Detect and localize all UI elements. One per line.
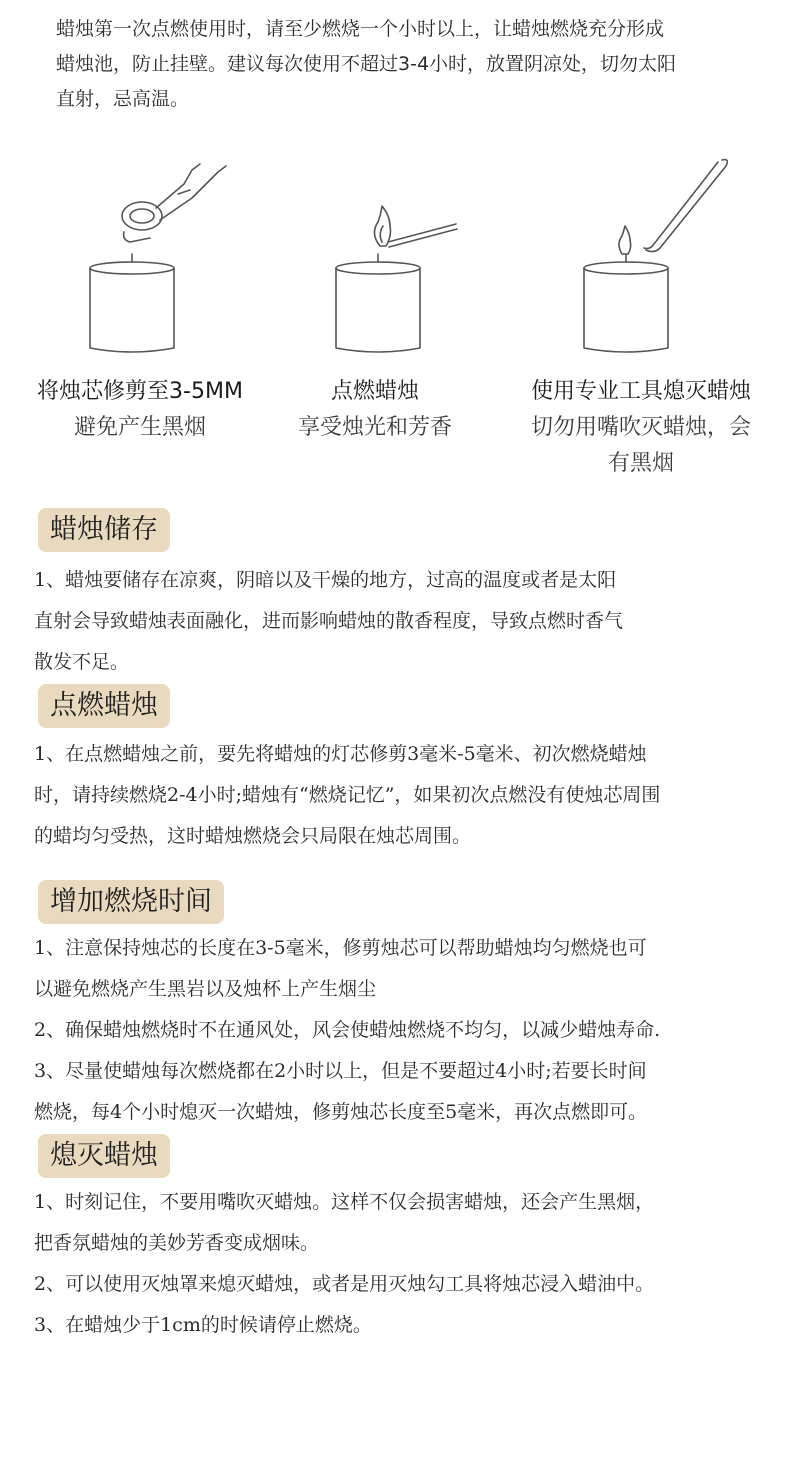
section-heading-extinguish: 熄灭蜡烛 [38,1134,170,1178]
body-line: 散发不足。 [34,651,130,673]
body-line: 3、尽量使蜡烛每次燃烧都在2小时以上，但是不要超过4小时;若要长时间 [34,1060,647,1082]
wick-trimmer-icon [80,150,240,360]
section-heading-storage: 蜡烛储存 [38,508,170,552]
section-heading-lighting: 点燃蜡烛 [38,684,170,728]
body-line: 时，请持续燃烧2-4小时;蜡烛有“燃烧记忆”，如果初次点燃没有使烛芯周围 [34,784,661,806]
step-caption-2 [270,374,480,446]
body-line: 直射会导致蜡烛表面融化，进而影响蜡烛的散香程度，导致点燃时香气 [34,610,624,632]
body-line: 燃烧，每4个小时熄灭一次蜡烛，修剪烛芯长度至5毫米，再次点燃即可。 [34,1101,648,1123]
step-title: 使用专业工具熄灭蜡烛 [530,379,751,404]
step-desc: 避免产生黑烟 [73,415,206,440]
body-line: 以避免燃烧产生黑岩以及烛杯上产生烟尘 [34,978,377,1000]
section-body-burn-time [34,928,794,1133]
section-body-lighting [34,734,794,857]
wick-dipper-icon [574,150,744,360]
section-body-storage [34,560,794,683]
intro-line: 直射，忌高温。 [56,88,190,110]
body-line: 1、时刻记住，不要用嘴吹灭蜡烛。这样不仅会损害蜡烛，还会产生黑烟， [34,1191,655,1213]
body-line: 2、可以使用灭烛罩来熄灭蜡烛，或者是用灭烛勾工具将烛芯浸入蜡油中。 [34,1273,655,1295]
step-desc: 有黑烟 [607,451,674,476]
body-line: 把香氛蜡烛的美妙芳香变成烟味。 [34,1232,320,1254]
step-title: 将烛芯修剪至3-5MM [37,379,243,404]
step-desc: 享受烛光和芳香 [297,415,452,440]
body-line: 2、确保蜡烛燃烧时不在通风处，风会使蜡烛燃烧不均匀，以减少蜡烛寿命. [34,1019,661,1041]
body-line: 1、注意保持烛芯的长度在3-5毫米，修剪烛芯可以帮助蜡烛均匀燃烧也可 [34,937,647,959]
body-line: 3、在蜡烛少于1cm的时候请停止燃烧。 [34,1314,372,1336]
step-caption-1 [20,374,260,446]
match-lighting-icon [326,200,466,360]
step-desc: 切勿用嘴吹灭蜡烛，会 [530,415,751,440]
section-body-extinguish [34,1182,794,1346]
body-line: 1、在点燃蜡烛之前，要先将蜡烛的灯芯修剪3毫米-5毫米、初次燃烧蜡烛 [34,743,647,765]
step-title: 点燃蜡烛 [330,379,419,404]
intro-line: 蜡烛第一次点燃使用时，请至少燃烧一个小时以上，让蜡烛燃烧充分形成 [56,18,665,40]
body-line: 的蜡均匀受热，这时蜡烛燃烧会只局限在烛芯周围。 [34,825,472,847]
intro-line: 蜡烛池，防止挂壁。建议每次使用不超过3-4小时，放置阴凉处，切勿太阳 [56,53,677,75]
body-line: 1、蜡烛要储存在凉爽，阴暗以及干燥的地方，过高的温度或者是太阳 [34,569,617,591]
step-caption-3 [510,374,772,482]
section-heading-burn-time: 增加燃烧时间 [38,880,224,924]
intro-paragraph [56,12,756,117]
